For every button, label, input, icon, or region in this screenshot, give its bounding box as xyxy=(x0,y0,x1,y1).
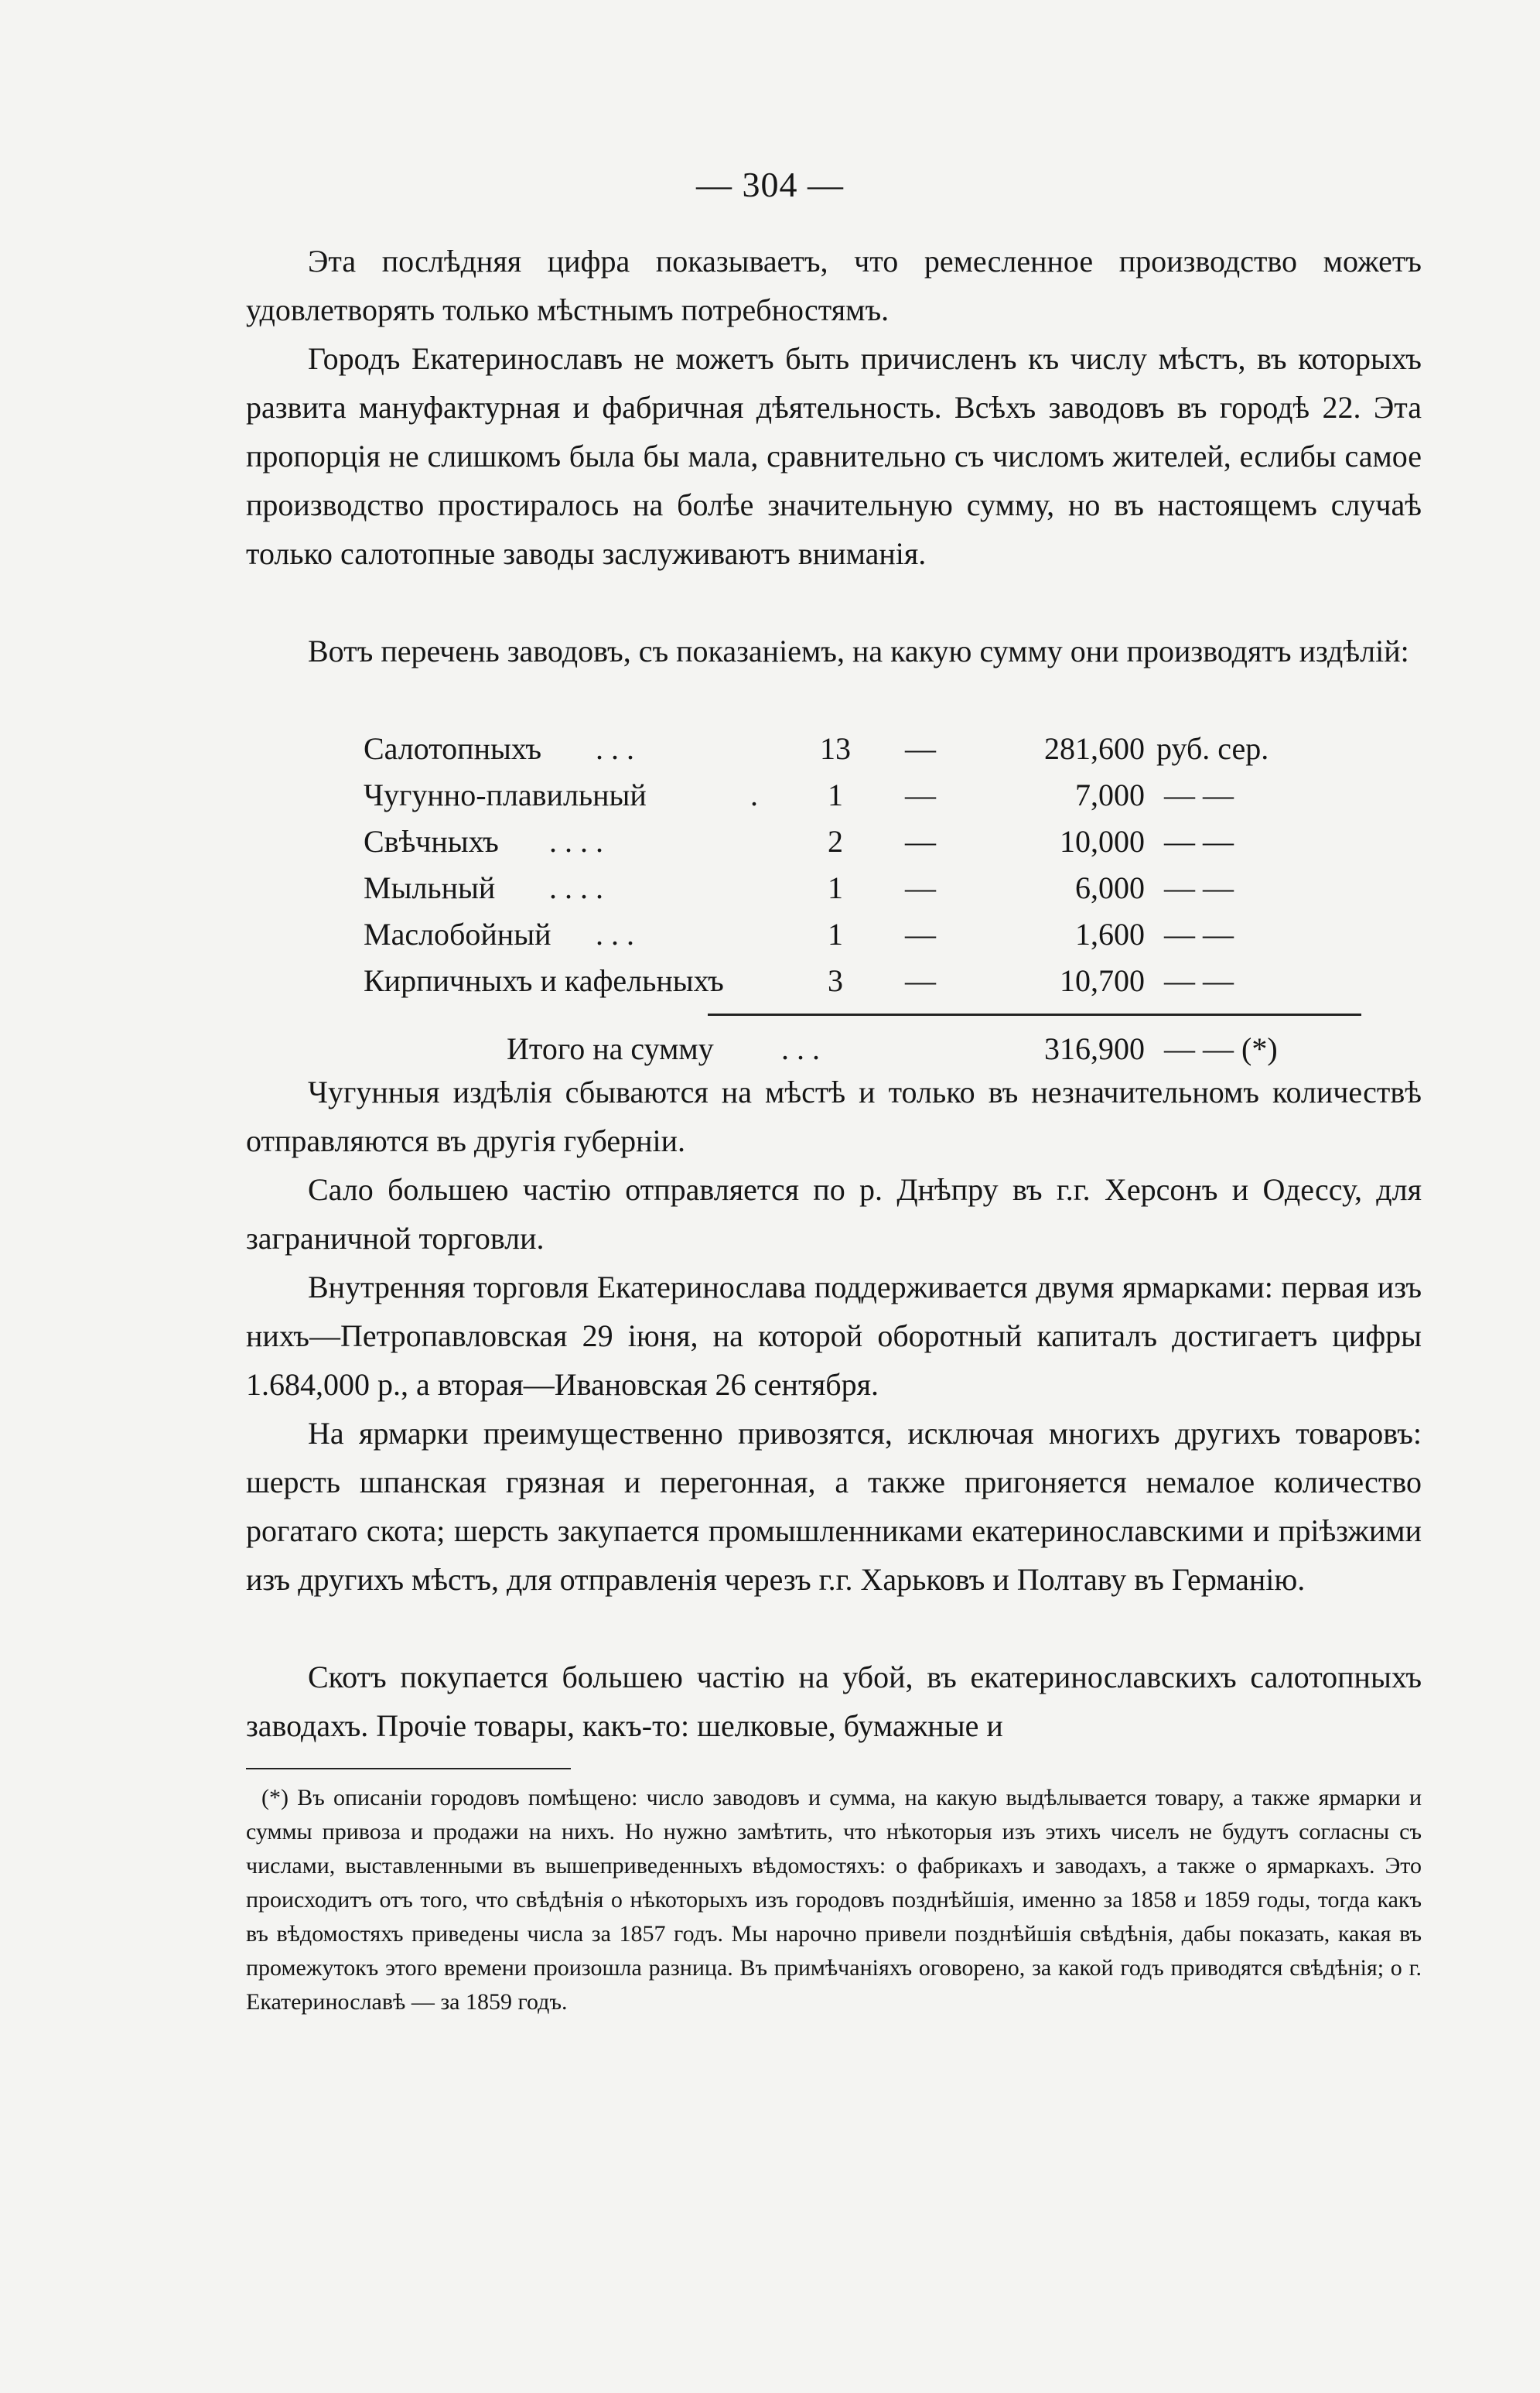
factory-count: 2 xyxy=(828,824,843,859)
factory-count: 1 xyxy=(828,778,843,812)
paragraph-7 xyxy=(246,1409,1422,1604)
dash: — xyxy=(905,870,936,905)
paragraph-8 xyxy=(246,1653,1422,1750)
dash: — xyxy=(905,963,936,998)
leader-dots: . . . xyxy=(596,917,634,952)
amount-unit: — — xyxy=(1164,870,1234,905)
factory-count: 13 xyxy=(820,731,851,766)
paragraph-3 xyxy=(246,627,1422,675)
factory-amount: 7,000 xyxy=(1075,778,1145,812)
amount-unit: — — (*) xyxy=(1164,1031,1278,1066)
factory-name: Маслобойный xyxy=(364,917,551,952)
leader-dots: . . . . xyxy=(549,870,603,905)
factory-amount: 281,600 xyxy=(1044,731,1145,766)
amount-unit: — — xyxy=(1164,963,1234,998)
leader-dots: . xyxy=(750,778,758,812)
factory-amount: 10,000 xyxy=(1060,824,1145,859)
table-row xyxy=(364,726,1369,772)
dash: — xyxy=(905,778,936,812)
factory-count: 3 xyxy=(828,963,843,998)
page-number: — 304 — xyxy=(696,165,844,204)
table-row xyxy=(364,819,1369,865)
leader-dots: . . . xyxy=(781,1031,820,1066)
factory-name: Кирпичныхъ и кафельныхъ xyxy=(364,963,724,998)
paragraph-text: Внутренняя торговля Екатеринослава поддерживается двумя ярмарками: первая изъ нихъ—Петропавловская 29 іюня, на которой оборотный капиталъ достигаетъ цифры 1.684,000 р., а вторая—Ивановская 26 сентября. xyxy=(246,1270,1422,1402)
table-row xyxy=(364,911,1369,958)
factory-name: Мыльный xyxy=(364,870,496,905)
leader-dots: . . . xyxy=(596,731,634,766)
amount-unit: руб. сер. xyxy=(1156,731,1269,766)
dash: — xyxy=(905,917,936,952)
paragraph-text: Чугунныя издѣлія сбываются на мѣстѣ и только въ незначительномъ количествѣ отправляются въ другія губерніи. xyxy=(246,1075,1422,1158)
paragraph-text: На ярмарки преимущественно привозятся, исключая многихъ другихъ товаровъ: шерсть шпанская грязная и перегонная, а также пригоняется немалое количество рогатаго скота; шерсть закупается промышленниками екатеринославскими и пріѣзжими изъ другихъ мѣстъ, для отправленія черезъ г.г. Харьковъ и Полтаву въ Германію. xyxy=(246,1416,1422,1597)
total-label: Итого на сумму xyxy=(507,1031,714,1066)
factory-amount: 6,000 xyxy=(1075,870,1145,905)
total-row xyxy=(364,1026,1385,1072)
factory-name: Салотопныхъ xyxy=(364,731,542,766)
factory-amount: 1,600 xyxy=(1075,917,1145,952)
amount-unit: — — xyxy=(1164,778,1234,812)
factory-count: 1 xyxy=(828,870,843,905)
paragraph-text: Скотъ покупается большею частію на убой, въ екатеринославскихъ салотопныхъ заводахъ. Прочіе товары, какъ-то: шелковые, бумажные и xyxy=(246,1660,1422,1743)
table-row xyxy=(364,865,1369,911)
paragraph-text: Вотъ перечень заводовъ, съ показаніемъ, на какую сумму они производятъ издѣлій: xyxy=(308,634,1409,668)
paragraph-text: Эта послѣдняя цифра показываетъ, что ремесленное производство можетъ удовлетворять только мѣстнымъ потребностямъ. xyxy=(246,244,1422,327)
footnote xyxy=(246,1781,1422,2019)
leader-dots: . . . . xyxy=(549,824,603,859)
factory-name: Свѣчныхъ xyxy=(364,824,499,859)
amount-unit: — — xyxy=(1164,824,1234,859)
paragraph-5 xyxy=(246,1165,1422,1263)
paragraph-text: Городъ Екатеринославъ не можетъ быть причисленъ къ числу мѣстъ, въ которыхъ развита мануфактурная и фабричная дѣятельность. Всѣхъ заводовъ въ городѣ 22. Эта пропорція не слишкомъ была бы мала, сравнительно съ числомъ жителей, еслибы самое производство простиралось на болѣе значительную сумму, но въ настоящемъ случаѣ только салотопные заводы заслуживаютъ вниманія. xyxy=(246,341,1422,571)
factory-amount: 10,700 xyxy=(1060,963,1145,998)
factory-name: Чугунно-плавильный xyxy=(364,778,647,812)
paragraph-1 xyxy=(246,237,1422,334)
footnote-rule xyxy=(246,1768,571,1769)
amount-unit: — — xyxy=(1164,917,1234,952)
total-amount: 316,900 xyxy=(1044,1031,1145,1066)
paragraph-6 xyxy=(246,1263,1422,1409)
dash: — xyxy=(905,824,936,859)
paragraph-text: Сало большею частію отправляется по р. Днѣпру въ г.г. Херсонъ и Одессу, для заграничной торговли. xyxy=(246,1172,1422,1256)
table-row xyxy=(364,772,1369,819)
paragraph-2 xyxy=(246,334,1422,578)
footnote-text: (*) Въ описаніи городовъ помѣщено: число заводовъ и сумма, на какую выдѣлывается товару, а также ярмарки и суммы привоза и продажи на нихъ. Но нужно замѣтить, что нѣкоторыя изъ этихъ чиселъ не будутъ согласны съ числами, выставленными въ вышеприведенныхъ вѣдомостяхъ: о фабрикахъ и заводахъ, а также о ярмаркахъ. Это происходитъ отъ того, что свѣдѣнія о нѣкоторыхъ изъ городовъ позднѣйшія, именно за 1858 и 1859 годы, тогда какъ въ вѣдомостяхъ приведены числа за 1857 годъ. Мы нарочно привели позднѣйшія свѣдѣнія, дабы показать, какая въ промежутокъ этого времени произошла разница. Въ примѣчаніяхъ оговорено, за какой годъ приводятся свѣдѣнія; о г. Екатеринославѣ — за 1859 годъ. xyxy=(246,1785,1422,2015)
sum-rule xyxy=(708,1014,1361,1016)
paragraph-4 xyxy=(246,1068,1422,1165)
factory-count: 1 xyxy=(828,917,843,952)
dash: — xyxy=(905,731,936,766)
table-row xyxy=(364,958,1369,1004)
